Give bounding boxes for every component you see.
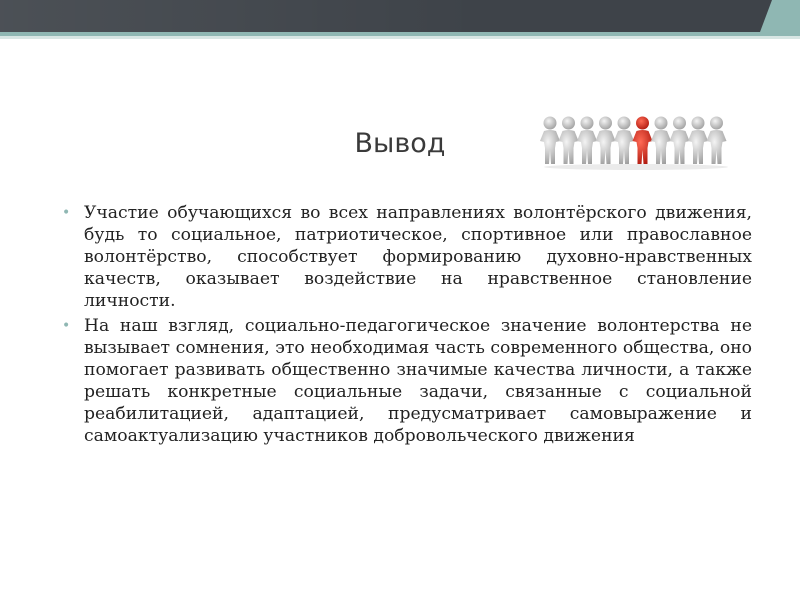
header-bar — [0, 0, 800, 32]
bullet-text: Участие обучающихся во всех направлениях волонтёрского движения, будь то социальное, патриотическое, спортивное или православное волонтёрство, способствует формированию духовно-нравственных качеств, оказывает воздействие на нравственное становление личности. — [84, 203, 752, 311]
person-figure — [707, 117, 727, 165]
person-figure — [614, 117, 634, 165]
slide-title: Вывод — [354, 128, 446, 159]
bullet-item — [62, 315, 752, 447]
bullet-text: На наш взгляд, социально-педагогическое значение волонтерства не вызывает сомнения, это необходимая часть современного общества, оно помогает развивать общественно значимые качества личности, а также решать конкретные социальные задачи, связанные с социальной реабилитацией, адаптацией, предусматривает самовыражение и самоактуализацию участников добровольческого движения — [84, 316, 752, 446]
bullet-item — [62, 202, 752, 312]
person-figure-highlighted — [633, 117, 653, 165]
header-accent-line-light — [0, 36, 800, 39]
bullet-marker: • — [62, 205, 71, 221]
person-figure — [559, 117, 579, 165]
people-chain-icon — [538, 110, 734, 172]
person-figure — [596, 117, 616, 165]
figures-shadow — [544, 164, 728, 170]
person-figure — [670, 117, 690, 165]
person-figure — [688, 117, 708, 165]
bullet-list — [62, 202, 752, 450]
person-figure — [651, 117, 671, 165]
bullet-marker: • — [62, 318, 71, 334]
person-figure — [540, 117, 560, 165]
person-figure — [577, 117, 597, 165]
